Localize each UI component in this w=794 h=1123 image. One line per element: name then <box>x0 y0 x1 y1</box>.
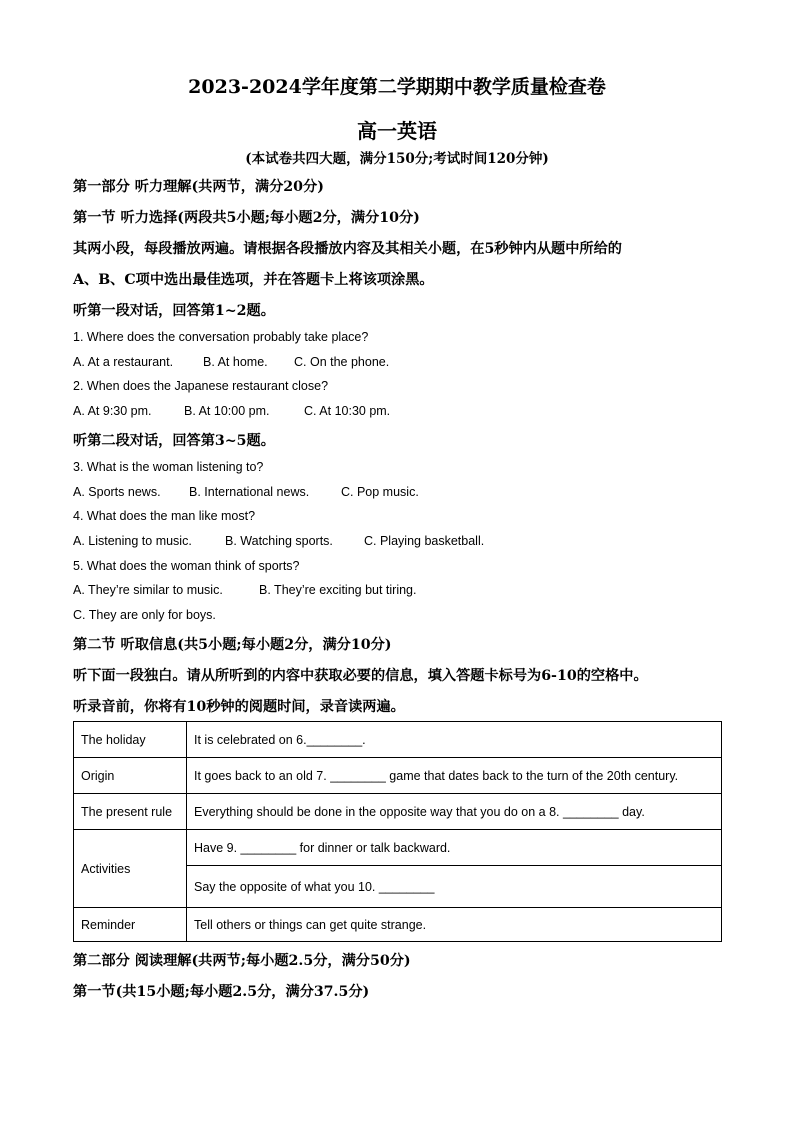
activities-label: Activities <box>74 830 187 908</box>
section1-instruction-line1: 其两小段，每段播放两遍。请根据各段播放内容及其相关小题，在5秒钟内从题中所给的 <box>73 241 622 257</box>
info-table <box>73 721 722 942</box>
section1-instruction-line2: A、B、C项中选出最佳选项，并在答题卡上将该项涂黑。 <box>73 272 434 288</box>
dialogue2-heading: 听第二段对话，回答第3~5题。 <box>73 433 275 449</box>
reminder-label: Reminder <box>74 908 187 942</box>
question-1-option-c[interactable]: C. On the phone. <box>294 355 390 369</box>
part2-heading: 第二部分 阅读理解(共两节;每小题2.5分，满分50分) <box>73 953 411 969</box>
question-3-option-c[interactable]: C. Pop music. <box>341 485 419 499</box>
question-5-option-c[interactable]: C. They are only for boys. <box>73 608 216 622</box>
question-1-option-a[interactable]: A. At a restaurant. <box>73 355 174 369</box>
exam-title: 2023-2024学年度第二学期期中教学质量检查卷 <box>188 76 606 98</box>
question-4-option-c[interactable]: C. Playing basketball. <box>364 534 485 548</box>
activity-2-text: Say the opposite of what you 10. ________ <box>187 866 722 908</box>
question-2-option-a[interactable]: A. At 9:30 pm. <box>73 404 152 418</box>
dialogue1-heading: 听第一段对话，回答第1~2题。 <box>73 303 275 319</box>
origin-text: It goes back to an old 7. ________ game that dates back to the turn of the 20th century. <box>187 758 722 794</box>
question-3-option-b[interactable]: B. International news. <box>189 485 310 499</box>
table-row <box>74 758 722 794</box>
holiday-text: It is celebrated on 6.________. <box>187 722 722 758</box>
rule-text: Everything should be done in the opposite way that you do on a 8. ________ day. <box>187 794 722 830</box>
table-row <box>74 722 722 758</box>
section2-instruction-line2: 听录音前，你将有10秒钟的阅题时间，录音读两遍。 <box>73 699 405 715</box>
question-3-stem: 3. What is the woman listening to? <box>73 460 264 474</box>
origin-label: Origin <box>74 758 187 794</box>
subject-title: 高一英语 <box>357 119 437 143</box>
question-4-stem: 4. What does the man like most? <box>73 509 256 523</box>
question-2-option-b[interactable]: B. At 10:00 pm. <box>184 404 270 418</box>
question-1-option-b[interactable]: B. At home. <box>203 355 268 369</box>
activity-1-text: Have 9. ________ for dinner or talk backward. <box>187 830 722 866</box>
table-row <box>74 794 722 830</box>
reminder-text: Tell others or things can get quite strange. <box>187 908 722 942</box>
question-2-option-c[interactable]: C. At 10:30 pm. <box>304 404 391 418</box>
question-5-option-b[interactable]: B. They’re exciting but tiring. <box>259 583 417 597</box>
table-row <box>74 830 722 866</box>
exam-note: (本试卷共四大题，满分150分;考试时间120分钟) <box>245 151 549 167</box>
question-5-stem: 5. What does the woman think of sports? <box>73 559 300 573</box>
part1-heading: 第一部分 听力理解(共两节，满分20分) <box>73 179 324 195</box>
holiday-label: The holiday <box>74 722 187 758</box>
table-row <box>74 908 722 942</box>
question-4-option-a[interactable]: A. Listening to music. <box>73 534 192 548</box>
part1-section1-heading: 第一节 听力选择(两段共5小题;每小题2分，满分10分) <box>73 210 420 226</box>
question-3-option-a[interactable]: A. Sports news. <box>73 485 161 499</box>
rule-label: The present rule <box>74 794 187 830</box>
part1-section2-heading: 第二节 听取信息(共5小题;每小题2分，满分10分) <box>73 637 392 653</box>
section2-instruction-line1: 听下面一段独白。请从所听到的内容中获取必要的信息，填入答题卡标号为6-10的空格中。 <box>73 668 648 684</box>
question-2-stem: 2. When does the Japanese restaurant close? <box>73 379 329 393</box>
part2-section1-heading: 第一节(共15小题;每小题2.5分，满分37.5分) <box>73 984 370 1000</box>
question-1-stem: 1. Where does the conversation probably take place? <box>73 330 369 344</box>
question-4-option-b[interactable]: B. Watching sports. <box>225 534 333 548</box>
question-5-option-a[interactable]: A. They’re similar to music. <box>73 583 223 597</box>
